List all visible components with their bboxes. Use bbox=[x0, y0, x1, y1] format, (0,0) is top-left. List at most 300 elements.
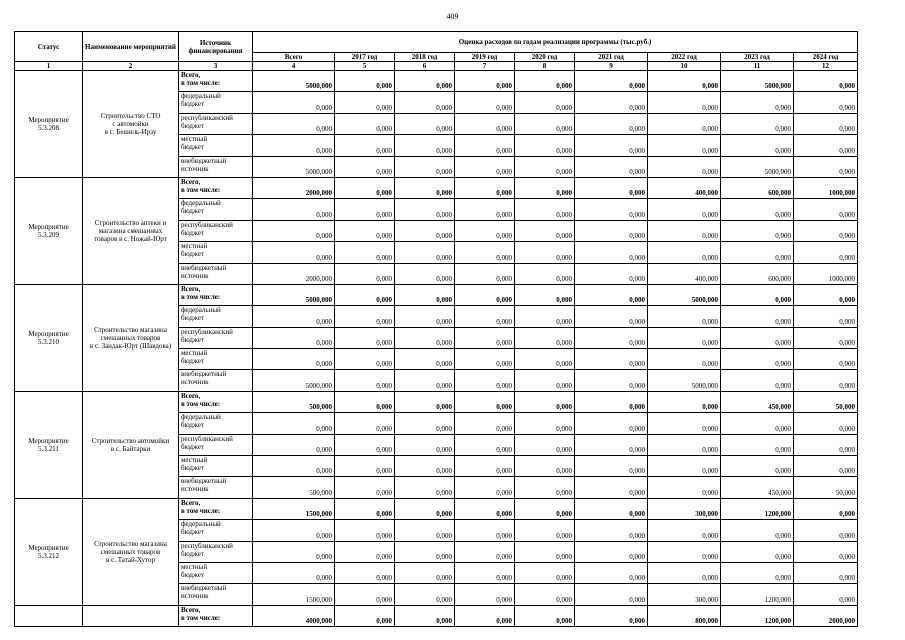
amount-cell: 0,000 bbox=[395, 242, 455, 263]
amount-cell: 0,000 bbox=[575, 135, 648, 156]
col-number: 6 bbox=[395, 62, 455, 71]
amount-cell: 0,000 bbox=[721, 413, 794, 434]
funding-source: Всего, в том числе: bbox=[179, 177, 253, 198]
amount-cell: 0,000 bbox=[575, 327, 648, 348]
measure-name: Строительство магазина смешанных товаров в с. Зандак-Юрт (Шавдова) bbox=[83, 284, 179, 391]
amount-cell: 0,000 bbox=[253, 541, 335, 562]
header-year: 2024 год bbox=[794, 53, 858, 62]
amount-cell: 0,000 bbox=[575, 263, 648, 284]
amount-cell: 0,000 bbox=[455, 220, 515, 241]
amount-cell: 0,000 bbox=[515, 391, 575, 412]
amount-cell: 0,000 bbox=[575, 391, 648, 412]
amount-cell: 0,000 bbox=[575, 92, 648, 113]
funding-source: федеральный бюджет bbox=[179, 92, 253, 113]
amount-cell: 0,000 bbox=[395, 306, 455, 327]
amount-cell: 0,000 bbox=[794, 242, 858, 263]
amount-cell: 0,000 bbox=[648, 71, 721, 92]
amount-cell: 0,000 bbox=[335, 434, 395, 455]
amount-cell: 0,000 bbox=[575, 605, 648, 626]
amount-cell: 0,000 bbox=[721, 220, 794, 241]
amount-cell: 2000,000 bbox=[794, 605, 858, 626]
col-number: 3 bbox=[179, 62, 253, 71]
amount-cell: 0,000 bbox=[515, 306, 575, 327]
amount-cell: 0,000 bbox=[395, 434, 455, 455]
amount-cell: 0,000 bbox=[395, 477, 455, 498]
measure-status: Мероприятие 5.3.208 bbox=[15, 71, 83, 178]
amount-cell: 0,000 bbox=[648, 220, 721, 241]
funding-source: местный бюджет bbox=[179, 349, 253, 370]
measure-status: Мероприятие 5.3.210 bbox=[15, 284, 83, 391]
amount-cell: 0,000 bbox=[395, 177, 455, 198]
amount-cell: 0,000 bbox=[455, 541, 515, 562]
amount-cell: 0,000 bbox=[335, 477, 395, 498]
amount-cell: 0,000 bbox=[575, 541, 648, 562]
funding-source: республиканский бюджет bbox=[179, 541, 253, 562]
amount-cell: 0,000 bbox=[648, 520, 721, 541]
amount-cell: 0,000 bbox=[575, 220, 648, 241]
amount-cell: 0,000 bbox=[515, 242, 575, 263]
amount-cell: 0,000 bbox=[515, 477, 575, 498]
funding-source: Всего, в том числе: bbox=[179, 605, 253, 626]
amount-cell: 0,000 bbox=[395, 562, 455, 583]
amount-cell: 0,000 bbox=[253, 349, 335, 370]
col-number: 11 bbox=[721, 62, 794, 71]
col-number: 8 bbox=[515, 62, 575, 71]
amount-cell: 1000,000 bbox=[794, 263, 858, 284]
measure-name: Строительство СТО с автомойки в с. Бешиль-Ирзу bbox=[83, 71, 179, 178]
amount-cell: 5000,000 bbox=[648, 284, 721, 305]
funding-source: Всего, в том числе: bbox=[179, 391, 253, 412]
amount-cell: 0,000 bbox=[721, 370, 794, 391]
amount-cell: 0,000 bbox=[335, 349, 395, 370]
amount-cell: 0,000 bbox=[515, 220, 575, 241]
amount-cell: 0,000 bbox=[253, 562, 335, 583]
amount-cell: 5000,000 bbox=[648, 370, 721, 391]
col-number: 4 bbox=[253, 62, 335, 71]
amount-cell: 0,000 bbox=[794, 71, 858, 92]
amount-cell: 0,000 bbox=[648, 456, 721, 477]
table-row bbox=[15, 498, 858, 519]
funding-source: федеральный бюджет bbox=[179, 306, 253, 327]
measure-name: Строительство магазина смешанных товаров в с. Татай-Хутор bbox=[83, 498, 179, 605]
amount-cell: 0,000 bbox=[395, 135, 455, 156]
amount-cell: 0,000 bbox=[515, 284, 575, 305]
amount-cell: 0,000 bbox=[395, 584, 455, 605]
amount-cell: 0,000 bbox=[455, 391, 515, 412]
amount-cell: 0,000 bbox=[335, 199, 395, 220]
amount-cell: 0,000 bbox=[395, 413, 455, 434]
amount-cell: 0,000 bbox=[575, 584, 648, 605]
amount-cell: 0,000 bbox=[648, 349, 721, 370]
amount-cell: 0,000 bbox=[515, 520, 575, 541]
amount-cell: 0,000 bbox=[721, 456, 794, 477]
funding-source: Всего, в том числе: bbox=[179, 71, 253, 92]
amount-cell: 450,000 bbox=[721, 391, 794, 412]
funding-source: местный бюджет bbox=[179, 242, 253, 263]
amount-cell: 0,000 bbox=[515, 349, 575, 370]
amount-cell: 0,000 bbox=[575, 498, 648, 519]
amount-cell: 0,000 bbox=[794, 456, 858, 477]
measure-name: Строительство автомойки в с. Байтарки bbox=[83, 391, 179, 498]
amount-cell: 0,000 bbox=[515, 605, 575, 626]
amount-cell: 1500,000 bbox=[253, 584, 335, 605]
col-number: 9 bbox=[575, 62, 648, 71]
amount-cell: 0,000 bbox=[648, 306, 721, 327]
funding-source: республиканский бюджет bbox=[179, 220, 253, 241]
amount-cell: 0,000 bbox=[395, 71, 455, 92]
amount-cell: 0,000 bbox=[515, 71, 575, 92]
amount-cell: 0,000 bbox=[721, 349, 794, 370]
funding-source: Всего, в том числе: bbox=[179, 498, 253, 519]
funding-source: местный бюджет bbox=[179, 562, 253, 583]
amount-cell: 0,000 bbox=[515, 434, 575, 455]
amount-cell: 0,000 bbox=[515, 370, 575, 391]
measure-name: Строительство аптеки и магазина смешанных товаров в с. Ножай-Юрт bbox=[83, 177, 179, 284]
amount-cell: 0,000 bbox=[648, 92, 721, 113]
funding-source: внебюджетный источник bbox=[179, 156, 253, 177]
amount-cell: 0,000 bbox=[721, 306, 794, 327]
amount-cell: 0,000 bbox=[335, 263, 395, 284]
amount-cell: 0,000 bbox=[335, 456, 395, 477]
amount-cell: 0,000 bbox=[794, 349, 858, 370]
header-year: 2019 год bbox=[455, 53, 515, 62]
amount-cell: 5000,000 bbox=[253, 284, 335, 305]
amount-cell: 0,000 bbox=[575, 113, 648, 134]
amount-cell: 0,000 bbox=[794, 498, 858, 519]
col-number: 10 bbox=[648, 62, 721, 71]
table-row bbox=[15, 71, 858, 92]
amount-cell: 0,000 bbox=[455, 263, 515, 284]
funding-source: внебюджетный источник bbox=[179, 263, 253, 284]
amount-cell: 0,000 bbox=[335, 370, 395, 391]
amount-cell: 0,000 bbox=[395, 327, 455, 348]
funding-source: Всего, в том числе: bbox=[179, 284, 253, 305]
amount-cell: 1200,000 bbox=[721, 498, 794, 519]
funding-source: республиканский бюджет bbox=[179, 113, 253, 134]
amount-cell: 0,000 bbox=[335, 584, 395, 605]
amount-cell: 4000,000 bbox=[253, 605, 335, 626]
amount-cell: 0,000 bbox=[515, 263, 575, 284]
table-row bbox=[15, 391, 858, 412]
amount-cell: 0,000 bbox=[575, 434, 648, 455]
amount-cell: 0,000 bbox=[253, 520, 335, 541]
amount-cell: 0,000 bbox=[794, 434, 858, 455]
amount-cell: 1200,000 bbox=[721, 605, 794, 626]
amount-cell: 1000,000 bbox=[794, 177, 858, 198]
amount-cell: 0,000 bbox=[455, 413, 515, 434]
amount-cell: 0,000 bbox=[794, 306, 858, 327]
amount-cell: 0,000 bbox=[794, 370, 858, 391]
header-estimate: Оценка расходов по годам реализации программы (тыс.руб.) bbox=[253, 32, 858, 53]
amount-cell: 5000,000 bbox=[253, 370, 335, 391]
amount-cell: 0,000 bbox=[395, 456, 455, 477]
amount-cell: 0,000 bbox=[794, 541, 858, 562]
amount-cell: 0,000 bbox=[253, 434, 335, 455]
table-row bbox=[15, 284, 858, 305]
amount-cell: 0,000 bbox=[335, 413, 395, 434]
amount-cell: 0,000 bbox=[395, 605, 455, 626]
amount-cell: 0,000 bbox=[335, 242, 395, 263]
amount-cell: 0,000 bbox=[648, 113, 721, 134]
amount-cell: 0,000 bbox=[395, 156, 455, 177]
amount-cell: 0,000 bbox=[648, 199, 721, 220]
amount-cell: 0,000 bbox=[395, 520, 455, 541]
amount-cell: 0,000 bbox=[455, 92, 515, 113]
measure-status: Мероприятие 5.3.212 bbox=[15, 498, 83, 605]
amount-cell: 0,000 bbox=[395, 370, 455, 391]
amount-cell: 0,000 bbox=[794, 92, 858, 113]
amount-cell: 0,000 bbox=[721, 113, 794, 134]
amount-cell: 0,000 bbox=[253, 135, 335, 156]
measure-name-empty bbox=[83, 605, 179, 626]
amount-cell: 0,000 bbox=[648, 242, 721, 263]
amount-cell: 0,000 bbox=[648, 477, 721, 498]
amount-cell: 0,000 bbox=[455, 284, 515, 305]
funding-source: местный бюджет bbox=[179, 456, 253, 477]
amount-cell: 0,000 bbox=[721, 284, 794, 305]
header-year: 2023 год bbox=[721, 53, 794, 62]
amount-cell: 0,000 bbox=[721, 135, 794, 156]
amount-cell: 0,000 bbox=[721, 327, 794, 348]
amount-cell: 0,000 bbox=[455, 562, 515, 583]
amount-cell: 0,000 bbox=[515, 113, 575, 134]
amount-cell: 0,000 bbox=[575, 370, 648, 391]
amount-cell: 450,000 bbox=[721, 477, 794, 498]
amount-cell: 0,000 bbox=[721, 242, 794, 263]
amount-cell: 0,000 bbox=[794, 520, 858, 541]
amount-cell: 0,000 bbox=[575, 177, 648, 198]
funding-source: местный бюджет bbox=[179, 135, 253, 156]
amount-cell: 0,000 bbox=[515, 156, 575, 177]
amount-cell: 0,000 bbox=[455, 520, 515, 541]
amount-cell: 0,000 bbox=[335, 562, 395, 583]
amount-cell: 1500,000 bbox=[253, 498, 335, 519]
amount-cell: 0,000 bbox=[395, 92, 455, 113]
col-number: 7 bbox=[455, 62, 515, 71]
amount-cell: 0,000 bbox=[455, 456, 515, 477]
amount-cell: 0,000 bbox=[794, 584, 858, 605]
amount-cell: 0,000 bbox=[395, 349, 455, 370]
amount-cell: 0,000 bbox=[455, 349, 515, 370]
amount-cell: 0,000 bbox=[648, 135, 721, 156]
amount-cell: 0,000 bbox=[455, 135, 515, 156]
amount-cell: 0,000 bbox=[575, 306, 648, 327]
funding-source: республиканский бюджет bbox=[179, 434, 253, 455]
amount-cell: 0,000 bbox=[648, 156, 721, 177]
expenses-table bbox=[14, 31, 858, 627]
amount-cell: 0,000 bbox=[575, 413, 648, 434]
table-row bbox=[15, 177, 858, 198]
header-status: Статус bbox=[15, 32, 83, 62]
amount-cell: 0,000 bbox=[515, 327, 575, 348]
amount-cell: 0,000 bbox=[794, 562, 858, 583]
amount-cell: 50,000 bbox=[794, 391, 858, 412]
amount-cell: 0,000 bbox=[515, 541, 575, 562]
col-number: 5 bbox=[335, 62, 395, 71]
amount-cell: 50,000 bbox=[794, 477, 858, 498]
amount-cell: 0,000 bbox=[253, 92, 335, 113]
amount-cell: 0,000 bbox=[515, 456, 575, 477]
amount-cell: 0,000 bbox=[721, 199, 794, 220]
amount-cell: 0,000 bbox=[335, 306, 395, 327]
measure-status-empty bbox=[15, 605, 83, 626]
amount-cell: 400,000 bbox=[648, 263, 721, 284]
amount-cell: 0,000 bbox=[515, 177, 575, 198]
amount-cell: 0,000 bbox=[575, 456, 648, 477]
amount-cell: 0,000 bbox=[395, 199, 455, 220]
amount-cell: 0,000 bbox=[455, 327, 515, 348]
amount-cell: 0,000 bbox=[794, 113, 858, 134]
amount-cell: 0,000 bbox=[335, 605, 395, 626]
amount-cell: 0,000 bbox=[253, 113, 335, 134]
amount-cell: 0,000 bbox=[575, 520, 648, 541]
amount-cell: 0,000 bbox=[794, 156, 858, 177]
amount-cell: 0,000 bbox=[575, 562, 648, 583]
amount-cell: 0,000 bbox=[515, 498, 575, 519]
table-row bbox=[15, 605, 858, 626]
header-source: Источник финансирования bbox=[179, 32, 253, 62]
amount-cell: 0,000 bbox=[455, 434, 515, 455]
funding-source: внебюджетный источник bbox=[179, 584, 253, 605]
amount-cell: 0,000 bbox=[335, 391, 395, 412]
amount-cell: 5000,000 bbox=[721, 71, 794, 92]
amount-cell: 0,000 bbox=[515, 562, 575, 583]
amount-cell: 0,000 bbox=[395, 263, 455, 284]
page-number: 409 bbox=[446, 12, 459, 21]
amount-cell: 0,000 bbox=[575, 199, 648, 220]
header-year: 2018 год bbox=[395, 53, 455, 62]
col-number: 1 bbox=[15, 62, 83, 71]
amount-cell: 0,000 bbox=[335, 520, 395, 541]
amount-cell: 0,000 bbox=[648, 541, 721, 562]
amount-cell: 2000,000 bbox=[253, 263, 335, 284]
measure-status: Мероприятие 5.3.211 bbox=[15, 391, 83, 498]
amount-cell: 0,000 bbox=[575, 349, 648, 370]
funding-source: республиканский бюджет bbox=[179, 327, 253, 348]
amount-cell: 0,000 bbox=[335, 92, 395, 113]
amount-cell: 0,000 bbox=[253, 220, 335, 241]
amount-cell: 0,000 bbox=[794, 220, 858, 241]
amount-cell: 300,000 bbox=[648, 498, 721, 519]
amount-cell: 0,000 bbox=[721, 541, 794, 562]
amount-cell: 0,000 bbox=[253, 306, 335, 327]
funding-source: внебюджетный источник bbox=[179, 370, 253, 391]
amount-cell: 0,000 bbox=[794, 327, 858, 348]
amount-cell: 0,000 bbox=[253, 413, 335, 434]
amount-cell: 0,000 bbox=[648, 434, 721, 455]
measure-status: Мероприятие 5.3.209 bbox=[15, 177, 83, 284]
amount-cell: 0,000 bbox=[648, 327, 721, 348]
amount-cell: 0,000 bbox=[455, 71, 515, 92]
amount-cell: 0,000 bbox=[794, 199, 858, 220]
amount-cell: 0,000 bbox=[335, 327, 395, 348]
amount-cell: 0,000 bbox=[515, 92, 575, 113]
amount-cell: 0,000 bbox=[395, 220, 455, 241]
amount-cell: 0,000 bbox=[648, 413, 721, 434]
amount-cell: 0,000 bbox=[253, 199, 335, 220]
amount-cell: 2000,000 bbox=[253, 177, 335, 198]
amount-cell: 0,000 bbox=[455, 199, 515, 220]
amount-cell: 500,000 bbox=[253, 477, 335, 498]
amount-cell: 600,000 bbox=[721, 263, 794, 284]
amount-cell: 1200,000 bbox=[721, 584, 794, 605]
amount-cell: 0,000 bbox=[455, 605, 515, 626]
amount-cell: 5000,000 bbox=[253, 71, 335, 92]
amount-cell: 0,000 bbox=[335, 541, 395, 562]
amount-cell: 0,000 bbox=[335, 135, 395, 156]
amount-cell: 0,000 bbox=[455, 177, 515, 198]
amount-cell: 0,000 bbox=[721, 520, 794, 541]
amount-cell: 600,000 bbox=[721, 177, 794, 198]
amount-cell: 0,000 bbox=[515, 199, 575, 220]
amount-cell: 0,000 bbox=[455, 584, 515, 605]
amount-cell: 0,000 bbox=[455, 370, 515, 391]
amount-cell: 0,000 bbox=[575, 71, 648, 92]
amount-cell: 0,000 bbox=[455, 477, 515, 498]
amount-cell: 0,000 bbox=[335, 498, 395, 519]
amount-cell: 0,000 bbox=[515, 413, 575, 434]
amount-cell: 0,000 bbox=[335, 284, 395, 305]
amount-cell: 0,000 bbox=[335, 71, 395, 92]
funding-source: федеральный бюджет bbox=[179, 520, 253, 541]
amount-cell: 0,000 bbox=[515, 584, 575, 605]
amount-cell: 0,000 bbox=[575, 477, 648, 498]
amount-cell: 0,000 bbox=[455, 306, 515, 327]
amount-cell: 0,000 bbox=[253, 327, 335, 348]
amount-cell: 0,000 bbox=[794, 413, 858, 434]
amount-cell: 0,000 bbox=[721, 434, 794, 455]
header-year: 2020 год bbox=[515, 53, 575, 62]
amount-cell: 0,000 bbox=[575, 156, 648, 177]
amount-cell: 0,000 bbox=[794, 135, 858, 156]
amount-cell: 0,000 bbox=[395, 498, 455, 519]
header-name: Наименование мероприятий bbox=[83, 32, 179, 62]
amount-cell: 0,000 bbox=[253, 456, 335, 477]
amount-cell: 0,000 bbox=[335, 156, 395, 177]
amount-cell: 0,000 bbox=[335, 220, 395, 241]
header-total: Всего bbox=[253, 53, 335, 62]
amount-cell: 0,000 bbox=[721, 92, 794, 113]
funding-source: внебюджетный источник bbox=[179, 477, 253, 498]
amount-cell: 0,000 bbox=[395, 391, 455, 412]
amount-cell: 0,000 bbox=[455, 498, 515, 519]
amount-cell: 800,000 bbox=[648, 605, 721, 626]
amount-cell: 5000,000 bbox=[721, 156, 794, 177]
amount-cell: 0,000 bbox=[648, 391, 721, 412]
header-year: 2021 год bbox=[575, 53, 648, 62]
col-number: 12 bbox=[794, 62, 858, 71]
header-year: 2022 год bbox=[648, 53, 721, 62]
amount-cell: 500,000 bbox=[253, 391, 335, 412]
amount-cell: 5000,000 bbox=[253, 156, 335, 177]
amount-cell: 0,000 bbox=[648, 562, 721, 583]
amount-cell: 0,000 bbox=[515, 135, 575, 156]
amount-cell: 0,000 bbox=[335, 177, 395, 198]
header-year: 2017 год bbox=[335, 53, 395, 62]
amount-cell: 0,000 bbox=[575, 242, 648, 263]
amount-cell: 0,000 bbox=[455, 156, 515, 177]
amount-cell: 0,000 bbox=[395, 541, 455, 562]
amount-cell: 400,000 bbox=[648, 177, 721, 198]
amount-cell: 0,000 bbox=[794, 284, 858, 305]
amount-cell: 0,000 bbox=[395, 113, 455, 134]
amount-cell: 0,000 bbox=[395, 284, 455, 305]
amount-cell: 0,000 bbox=[455, 242, 515, 263]
amount-cell: 0,000 bbox=[335, 113, 395, 134]
amount-cell: 0,000 bbox=[721, 562, 794, 583]
amount-cell: 0,000 bbox=[455, 113, 515, 134]
amount-cell: 300,000 bbox=[648, 584, 721, 605]
